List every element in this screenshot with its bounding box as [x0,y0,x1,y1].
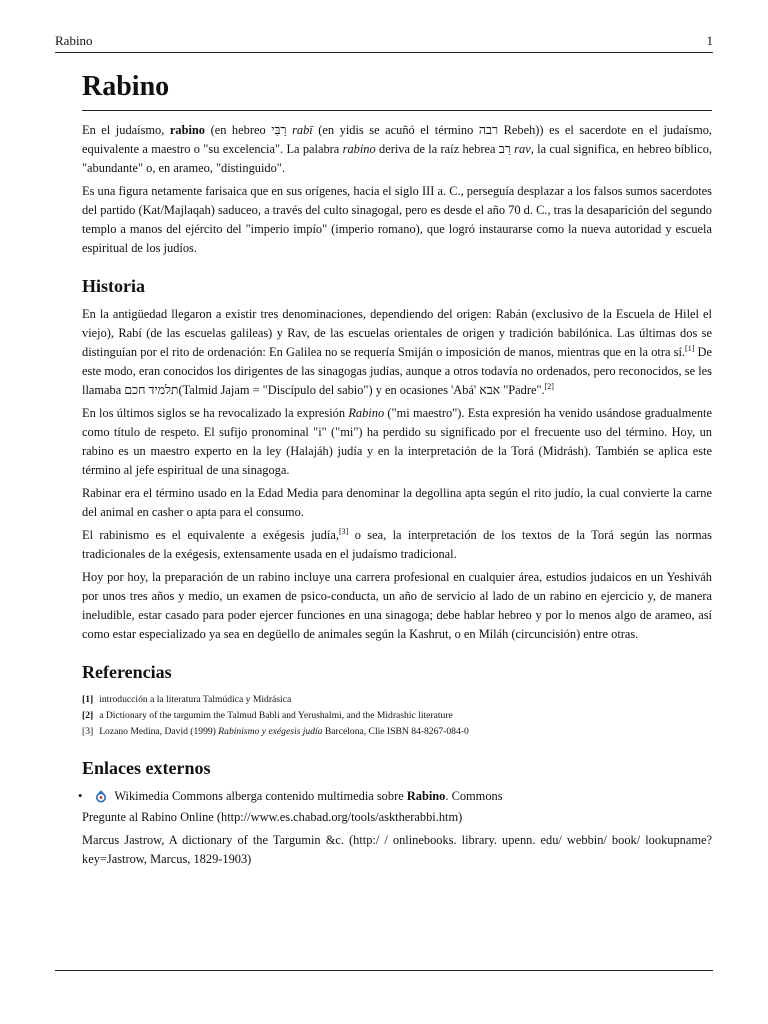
text-run: ("mi maestro"). Esta expresión ha venido usándose gradualmente como título de respeto. El sufijo pronominal "i" ("mi") ha perdido su significado por el frecuente uso del término. Hoy, un rabino es un maestro experto en la ley (Halajáh) judía y en la interpretación de la Torá (Midrásh). También se aplica este término al jefe espiritual de una sinagoga. [82,406,712,478]
text-run: deriva de la raíz hebrea [375,141,499,156]
text-run: Wikimedia Commons alberga contenido multimedia sobre [114,789,407,804]
text-run: Rebeh)) es el sacerdote en el judaísmo, equivalente a maestro o "su excelencia". La palabra [82,122,713,156]
text-run: En los últimos siglos se ha revocalizado la expresión [82,406,349,421]
reference-item [82,724,712,740]
reference-item [82,692,712,708]
section-heading-historia: Historia [82,275,145,296]
bullet-marker: • [78,789,83,804]
text-run: En la antigüedad llegaron a existir tres denominaciones, dependiendo del origen: Rabán (exclusivo de la Escuela de Hilel el viejo), Rabí (de las escuelas galileas) y Rav, de las escuelas orientales de origen y tradición babilónica. Las últimas dos se distinguían por el rito de ordenación: En Galilea no se requería Smiján o imposición de manos, mientras que en la otra sí. [82,307,712,360]
reference-number[interactable]: [1] [82,693,94,705]
hebrew-text: רַב [498,141,511,156]
italic-term: rabino [342,141,376,156]
commons-link-item [78,787,712,806]
reference-item [82,708,712,724]
historia-paragraph-2 [82,404,712,480]
page-number: 1 [706,33,713,48]
hebrew-text: רבה [478,122,499,137]
text-run: De este modo, eran conocidos los dirigentes de las sinagogas judías, aunque a otros todavía no ordenados, pero reconocidos, se les llamaba [82,345,712,398]
text-run: (en yidis se acuñó el término [312,122,479,137]
text-run: En el judaísmo, [82,122,170,137]
bold-term: rabino [169,122,206,137]
reference-text [99,724,469,740]
citation-link[interactable]: [2] [544,382,554,392]
citation-link[interactable]: [3] [338,527,349,537]
section-heading-enlaces: Enlaces externos [82,757,211,778]
text-run: El rabinismo es el equivalente a exégesis judía, [82,528,339,543]
italic-term: rav [514,141,531,156]
historia-paragraph-1 [82,305,712,400]
historia-paragraph-3: Rabinar era el término usado en la Edad Media para denominar la degollina apta según el rito judío, la cual convierte la carne del animal en casher o apta para el consumo. [82,486,712,520]
external-link-jastrow[interactable]: Marcus Jastrow, A dictionary of the Targumin &c. (http:/ / onlinebooks. library. upenn. edu/ webbin/ book/ lookupname?key=Jastrow, Marcus, 1829-1903) [82,833,712,867]
intro-paragraph-1 [82,121,712,178]
section-heading-referencias: Referencias [82,662,172,683]
hebrew-text: תלמיד חכם [124,383,179,398]
text-run: (Talmid Jajam = "Discípulo del sabio") y en ocasiones 'Abá' [178,383,480,398]
commons-link-text[interactable] [114,787,502,806]
reference-text: a Dictionary of the targumim the Talmud Babli and Yerushalmi, and the Midrashic literature [99,709,453,721]
hebrew-text: רַבִּי [271,122,287,137]
citation-link[interactable]: [1] [685,344,695,354]
page-title: Rabino [82,70,712,111]
running-title: Rabino [55,33,93,48]
wikimedia-commons-icon [94,790,108,804]
book-title: Rabinismo y exégesis judía [218,725,323,737]
text-run: Lozano Medina, David (1999) [99,725,219,737]
page-header [55,33,713,53]
text-run: (en hebreo [205,122,272,137]
text-run: Barcelona, Clie ISBN 84-8267-084-0 [322,725,469,737]
page-footer-rule [55,970,713,971]
historia-paragraph-4 [82,526,712,564]
reference-text: introducción a la literatura Talmúdica y Midrásica [99,693,292,705]
text-run: . Commons [445,789,503,804]
intro-paragraph-2: Es una figura netamente farisaica que en sus orígenes, hacia el siglo III a. C., perseguía desplazar a los falsos sumos sacerdotes del partido (Kat/Majlaqah) saduceo, a través del culto sinagogal, pero es desde el año 70 d. C., tras la desaparición del segundo templo a manos del ejército del "imperio impío" (imperio romano), que logró instaurarse como la nueva autoridad y escuela espiritual de los judíos. [82,183,712,255]
hebrew-text: אבא [479,383,501,398]
reference-number[interactable]: [2] [82,709,94,721]
bold-term: Rabino [406,789,446,804]
italic-term: Rabino [348,406,385,421]
article-content [78,70,713,873]
external-links [78,787,712,869]
external-link-chabad[interactable]: Pregunte al Rabino Online (http://www.es.chabad.org/tools/asktherabbi.htm) [82,810,463,825]
transliteration: rabī [292,122,313,137]
references-list [82,692,712,740]
text-run: "Padre". [500,383,545,398]
text-run: , la cual significa, en hebreo bíblico, "abundante" o, en arameo, "distinguido". [82,141,712,175]
text-run: o sea, la interpretación de los textos de la Torá según las normas tradicionales de la exégesis, extensamente usada en el judaísmo tradicional. [82,528,712,562]
historia-paragraph-5: Hoy por hoy, la preparación de un rabino incluye una carrera profesional en cualquier área, estudios judaicos en un Yeshiváh por unos tres años y medio, un examen de psico-conducta, un año de servicio al lado de un rabino en ejercicio y, de manera ineludible, estar casado para poder ejercer funciones en una sinagoga; debe hablar hebreo y por lo menos algo de arameo, así como estar especializado ya sea en degüello de animales según la Kashrut, o en Miláh (circuncisión) entre otras. [82,570,712,642]
reference-number: [3] [82,725,94,737]
